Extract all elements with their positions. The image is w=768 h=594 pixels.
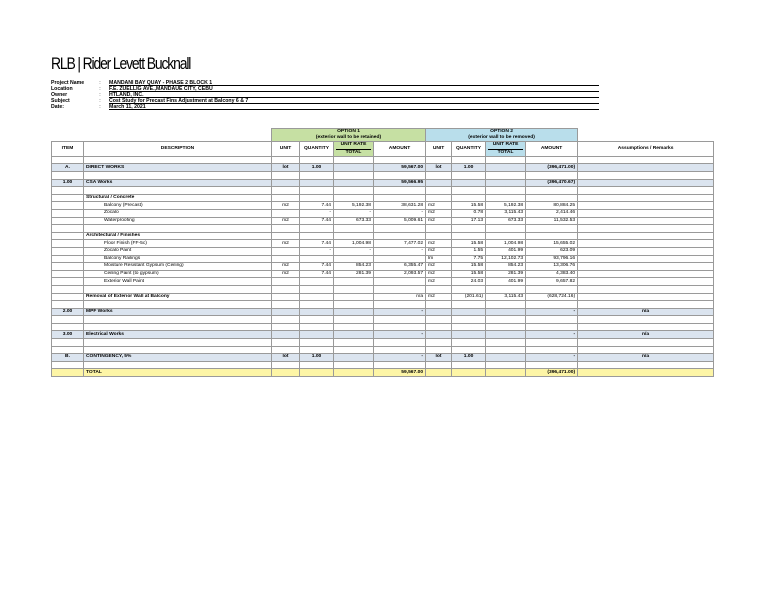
assumptions-header: Assumptions / Remarks [578, 142, 714, 156]
amount-header: AMOUNT [374, 142, 426, 156]
column-header-row [52, 142, 714, 156]
table-row: Balcony (Precast) m2 7.44 5,192.38 38,631.28 m2 15.58 5,192.38 80,884.25 [52, 202, 714, 210]
total-row: TOTAL 59,567.00 (396,471.00) [52, 369, 714, 377]
table-row: Balcony Railings lm 7.75 12,102.73 93,796.16 [52, 255, 714, 263]
table-row: Ceiling Paint (to gypsum) m2 7.44 281.39 2,093.57 m2 15.58 281.39 4,383.40 [52, 270, 714, 278]
date-row [51, 104, 599, 110]
field-value: March 11, 2021 [109, 104, 599, 110]
table-row: Structural / Concrete [52, 194, 714, 202]
mpf-works-row: 2.00 MPF Works - - n/a [52, 308, 714, 316]
field-key: Project Name [51, 80, 85, 86]
field-value: F.E. ZUELLIG AVE.,MANDAUE CITY, CEBU [109, 86, 599, 92]
cost-study-table [51, 128, 714, 377]
separator: : [99, 104, 101, 111]
unit-rate-header: UNIT RATE TOTAL [334, 142, 374, 156]
table-row: Architectural / Finishes [52, 232, 714, 240]
table-row: Waterproofing m2 7.44 673.33 5,009.61 m2 17.13 673.33 11,532.53 [52, 217, 714, 225]
field-key: Owner [51, 92, 68, 99]
option1-header: OPTION 1 (exterior wall to be retained) [272, 129, 426, 142]
field-value: MANDANI BAY QUAY - PHASE 2 BLOCK 1 [109, 80, 599, 86]
table-row: Floor Finish (FF-5c) m2 7.44 1,004.98 7,477.02 m2 15.58 1,004.98 15,655.02 [52, 240, 714, 248]
table-row: Exterior Wall Paint m2 24.03 401.99 9,657.82 [52, 278, 714, 286]
option-header-row [52, 129, 714, 142]
field-value: Cost Study for Precast Fins Adjustment at Balcony 6 & 7 [109, 98, 599, 104]
separator: : [99, 98, 101, 105]
contingency-row: B. CONTINGENCY, 5% lot 1.00 - lot 1.00 - n/a [52, 354, 714, 362]
table-row: Zocalo Paint - - - m2 1.55 401.99 623.09 [52, 247, 714, 255]
unit-header: UNIT [272, 142, 300, 156]
direct-works-row: A. DIRECT WORKS lot 1.00 59,567.00 lot 1.00 (396,471.00) [52, 164, 714, 172]
quantity-header: QUANTITY [300, 142, 334, 156]
separator: : [99, 80, 101, 86]
table-row: Moisture Resistant Gypsum (Ceiling) m2 7.44 854.23 6,355.47 m2 15.58 854.23 13,306.76 [52, 263, 714, 271]
field-key: Location [51, 86, 73, 93]
electrical-works-row: 3.00 Electrical Works - - n/a [52, 331, 714, 339]
project-info [51, 80, 599, 110]
field-value: HTLAND, INC. [109, 92, 599, 98]
unit-rate-header: UNIT RATE TOTAL [486, 142, 526, 156]
csa-works-row: 1.00 CSA Works 59,566.95 (396,470.67) [52, 179, 714, 187]
field-key: Subject [51, 98, 70, 105]
option2-header: OPTION 2 (exterior wall to be removed) [426, 129, 578, 142]
amount-header: AMOUNT [526, 142, 578, 156]
separator: : [99, 92, 101, 99]
unit-header: UNIT [426, 142, 452, 156]
description-header: DESCRIPTION [84, 142, 272, 156]
table-row: Removal of Exterior Wall at Balcony n/a m2 (201.61) 3,115.43 (628,724.16) [52, 293, 714, 301]
company-logo: RLB | Rider Levett Bucknall [51, 54, 191, 73]
item-header: ITEM [52, 142, 84, 156]
quantity-header: QUANTITY [452, 142, 486, 156]
field-key: Date: [51, 104, 64, 111]
separator: : [99, 86, 101, 93]
table-row: Zocalo - - - m2 0.78 3,115.43 2,414.46 [52, 209, 714, 217]
